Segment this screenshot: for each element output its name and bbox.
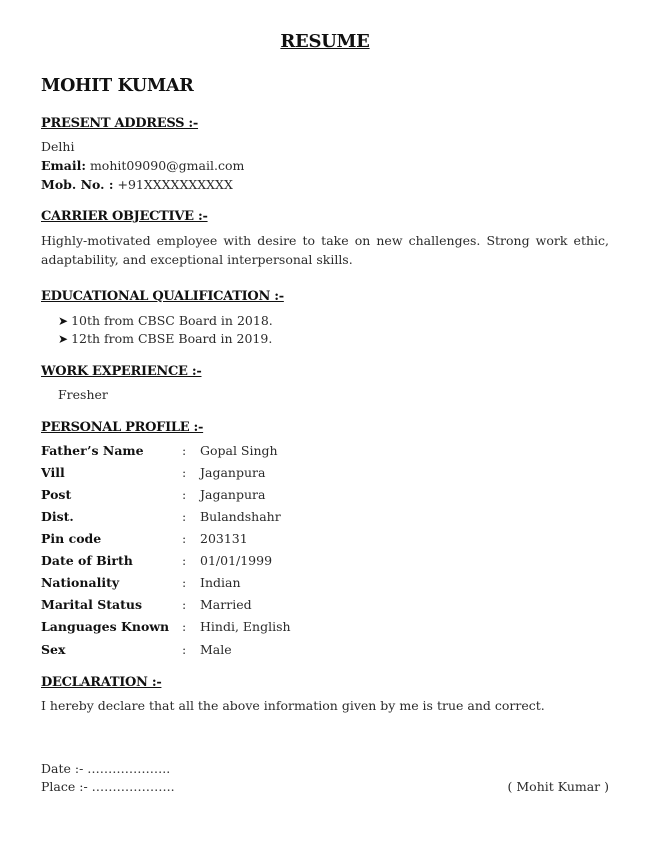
- experience-heading: WORK EXPERIENCE :-: [41, 364, 202, 379]
- declaration-text: I hereby declare that all the above information given by me is true and correct.: [41, 698, 545, 713]
- profile-row-languages-known: [41, 619, 441, 637]
- profile-row-dist: [41, 509, 441, 527]
- mobile-line: [41, 177, 233, 192]
- profile-row-sex: [41, 642, 441, 660]
- profile-row-nationality: [41, 575, 441, 593]
- profile-separator: :: [182, 597, 187, 612]
- profile-label: Languages Known: [41, 619, 170, 634]
- arrow-bullet-icon: ➤: [58, 314, 69, 328]
- profile-row-vill: [41, 465, 441, 483]
- profile-row-post: [41, 487, 441, 505]
- mobile-value: +91XXXXXXXXXX: [117, 177, 233, 192]
- profile-value: 01/01/1999: [200, 553, 273, 568]
- profile-label: Marital Status: [41, 597, 143, 612]
- address-city: Delhi: [41, 139, 75, 154]
- profile-label: Date of Birth: [41, 553, 133, 568]
- profile-separator: :: [182, 465, 187, 480]
- profile-separator: :: [182, 531, 187, 546]
- profile-separator: :: [182, 443, 187, 458]
- profile-label: Dist.: [41, 509, 74, 524]
- profile-separator: :: [182, 619, 187, 634]
- profile-label: Vill: [41, 465, 65, 480]
- profile-row-pin-code: [41, 531, 441, 549]
- education-item-text: 12th from CBSE Board in 2019.: [71, 331, 273, 346]
- profile-label: Nationality: [41, 575, 120, 590]
- signature-name: ( Mohit Kumar ): [507, 779, 609, 794]
- education-item: [58, 313, 273, 328]
- education-item: [58, 331, 272, 346]
- mobile-label: Mob. No. :: [41, 177, 114, 192]
- profile-value: Married: [200, 597, 252, 612]
- profile-value: Bulandshahr: [200, 509, 281, 524]
- profile-row-fathers-name: [41, 443, 441, 461]
- email-line: [41, 158, 244, 173]
- profile-label: Post: [41, 487, 72, 502]
- candidate-name: MOHIT KUMAR: [41, 76, 194, 96]
- profile-heading: PERSONAL PROFILE :-: [41, 420, 204, 435]
- profile-separator: :: [182, 575, 187, 590]
- experience-text: Fresher: [58, 387, 108, 402]
- profile-value: Jaganpura: [200, 465, 266, 480]
- profile-value: 203131: [200, 531, 248, 546]
- profile-label: Father’s Name: [41, 443, 144, 458]
- profile-label: Pin code: [41, 531, 102, 546]
- arrow-bullet-icon: ➤: [58, 332, 69, 346]
- profile-separator: :: [182, 487, 187, 502]
- profile-separator: :: [182, 553, 187, 568]
- profile-separator: :: [182, 642, 187, 657]
- declaration-heading: DECLARATION :-: [41, 675, 162, 690]
- profile-value: Hindi, English: [200, 619, 291, 634]
- profile-value: Indian: [200, 575, 241, 590]
- place-line: Place :- ………………..: [41, 779, 175, 794]
- education-item-text: 10th from CBSC Board in 2018.: [71, 313, 273, 328]
- document-title: RESUME: [280, 31, 370, 52]
- email-label: Email:: [41, 158, 86, 173]
- objective-text: Highly-motivated employee with desire to take on new challenges. Strong work ethic, adaptability, and exceptional interpersonal skills.: [41, 233, 609, 267]
- profile-value: Jaganpura: [200, 487, 266, 502]
- profile-value: Gopal Singh: [200, 443, 278, 458]
- education-heading: EDUCATIONAL QUALIFICATION :-: [41, 289, 284, 304]
- profile-separator: :: [182, 509, 187, 524]
- address-heading: PRESENT ADDRESS :-: [41, 116, 199, 131]
- profile-row-date-of-birth: [41, 553, 441, 571]
- profile-value: Male: [200, 642, 232, 657]
- profile-label: Sex: [41, 642, 66, 657]
- date-line: Date :- ………………..: [41, 761, 171, 776]
- email-value: mohit09090@gmail.com: [89, 158, 245, 173]
- profile-row-marital-status: [41, 597, 441, 615]
- objective-heading: CARRIER OBJECTIVE :-: [41, 209, 208, 224]
